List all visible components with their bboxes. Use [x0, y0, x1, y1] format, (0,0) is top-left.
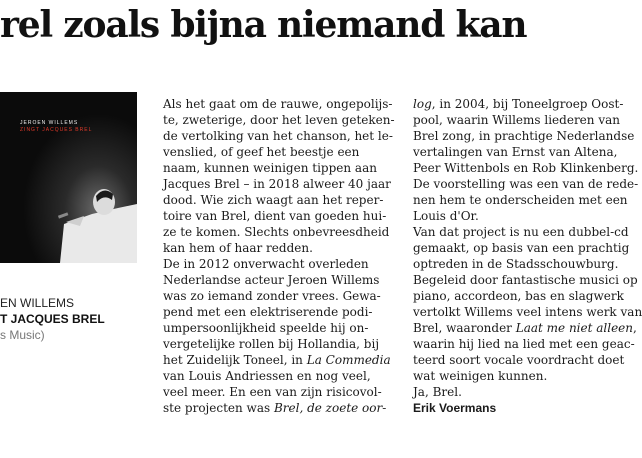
article-line [163, 304, 401, 320]
line-text: Louis d'Or. [413, 209, 479, 223]
article-line [163, 192, 401, 208]
line-text: venslied, of geef het beestje een [163, 145, 360, 159]
album-cover-title [20, 120, 92, 134]
line-text: , [633, 321, 637, 335]
line-text: Van dat project is nu een dubbel-cd [413, 225, 629, 239]
line-text: veel meer. En een van zijn risicovol- [163, 385, 382, 399]
article-line [163, 368, 401, 384]
article-line [163, 320, 401, 336]
italic-title: Brel, de zoete oor- [273, 401, 387, 415]
caption-album: T JACQUES BREL [0, 312, 105, 326]
line-text: optreden in de Stadsschouwburg. [413, 257, 619, 271]
line-text: te, zweterige, door het leven geteken- [163, 113, 395, 127]
article-line [163, 336, 401, 352]
article-line [413, 192, 633, 208]
line-text: dood. Wie zich waagt aan het reper- [163, 193, 384, 207]
article-line [413, 352, 633, 368]
article-line [163, 208, 401, 224]
line-text: Ja, Brel. [413, 385, 462, 399]
line-text: wat weinigen kunnen. [413, 369, 548, 383]
article-line [163, 96, 401, 112]
article-line [163, 224, 401, 240]
line-text: Brel, waaronder [413, 321, 516, 335]
italic-title: La Commedia [306, 353, 391, 367]
cover-title-line2: ZINGT JACQUES BREL [20, 127, 93, 133]
line-text: vertalingen van Ernst van Altena, [413, 145, 618, 159]
cover-title-line1: JEROEN WILLEMS [20, 120, 79, 126]
line-text: De voorstelling was een van de rede- [413, 177, 639, 191]
article-line [163, 176, 401, 192]
author-signature: Erik Voermans [413, 401, 497, 415]
line-text: de vertolking van het chanson, het le- [163, 129, 393, 143]
article-column-2 [413, 96, 642, 416]
article-line [163, 256, 401, 272]
article-line [413, 144, 633, 160]
article-line [163, 352, 401, 368]
article-line [413, 128, 633, 144]
line-text: pend met een elektriserende podi- [163, 305, 373, 319]
article-line [163, 400, 401, 416]
line-text: ze te komen. Slechts onbevreesdheid [163, 225, 390, 239]
article-line [413, 160, 639, 176]
line-text: vergetelijke rollen bij Hollandia, bij [163, 337, 380, 351]
line-text: Als het gaat om de rauwe, ongepolijs- [163, 97, 393, 111]
line-text: ste projecten was [163, 401, 274, 415]
line-text: pool, waarin Willems liederen van [413, 113, 620, 127]
article-line [163, 240, 401, 256]
article-line [163, 288, 401, 304]
album-caption [0, 295, 105, 343]
article-line [413, 240, 633, 256]
caption-label: s Music) [0, 328, 45, 342]
article-line [163, 128, 401, 144]
line-text: Begeleid door fantastische musici op [413, 273, 638, 287]
article-line [163, 112, 401, 128]
article-line [413, 224, 633, 240]
article-line [163, 144, 401, 160]
line-text: naam, kunnen weinigen tippen aan [163, 161, 377, 175]
line-text: het Zuidelijk Toneel, in [163, 353, 307, 367]
line-text: Jacques Brel – in 2018 alweer 40 jaar [163, 177, 391, 191]
article-line [413, 256, 633, 272]
line-text: toire van Brel, dient van goeden hui- [163, 209, 387, 223]
article-line [413, 272, 638, 288]
article-line [413, 112, 633, 128]
line-text: waarin hij lied na lied met een geac- [413, 337, 635, 351]
line-text: kan hem of haar redden. [163, 241, 313, 255]
article-line [163, 384, 401, 400]
article-line [413, 368, 633, 384]
line-text: Brel zong, in prachtige Nederlandse [413, 129, 635, 143]
italic-title: Laat me niet alleen [515, 321, 634, 335]
article-line [413, 336, 633, 352]
album-cover-photo [0, 92, 137, 263]
italic-title: log [413, 97, 432, 111]
article-line [413, 304, 642, 320]
line-text: teerd soort vocale voordracht doet [413, 353, 625, 367]
line-text: vertolkt Willems veel intens werk van [413, 305, 642, 319]
line-text: van Louis Andriessen en nog veel, [163, 369, 371, 383]
article-column-1 [163, 96, 401, 416]
line-text: gemaakt, op basis van een prachtig [413, 241, 630, 255]
line-text: nen hem te onderscheiden met een [413, 193, 628, 207]
article-line [413, 208, 633, 224]
article-line [413, 288, 633, 304]
article-line [413, 176, 639, 192]
article-line [163, 272, 401, 288]
line-text: De in 2012 onverwacht overleden [163, 257, 369, 271]
article-line [413, 384, 633, 400]
line-text: umpersoonlijkheid speelde hij on- [163, 321, 369, 335]
article-line [413, 96, 633, 112]
line-text: was zo iemand zonder vrees. Gewa- [163, 289, 381, 303]
article-line [413, 320, 637, 336]
caption-artist: EN WILLEMS [0, 296, 75, 310]
headline: rel zoals bijna niemand kan [0, 4, 527, 46]
article-line [163, 160, 401, 176]
line-text: Peer Wittenbols en Rob Klinkenberg. [413, 161, 639, 175]
line-text: piano, accordeon, bas en slagwerk [413, 289, 624, 303]
album-cover-image [0, 92, 137, 263]
line-text: , in 2004, bij Toneelgroep Oost- [431, 97, 624, 111]
line-text: Nederlandse acteur Jeroen Willems [163, 273, 380, 287]
